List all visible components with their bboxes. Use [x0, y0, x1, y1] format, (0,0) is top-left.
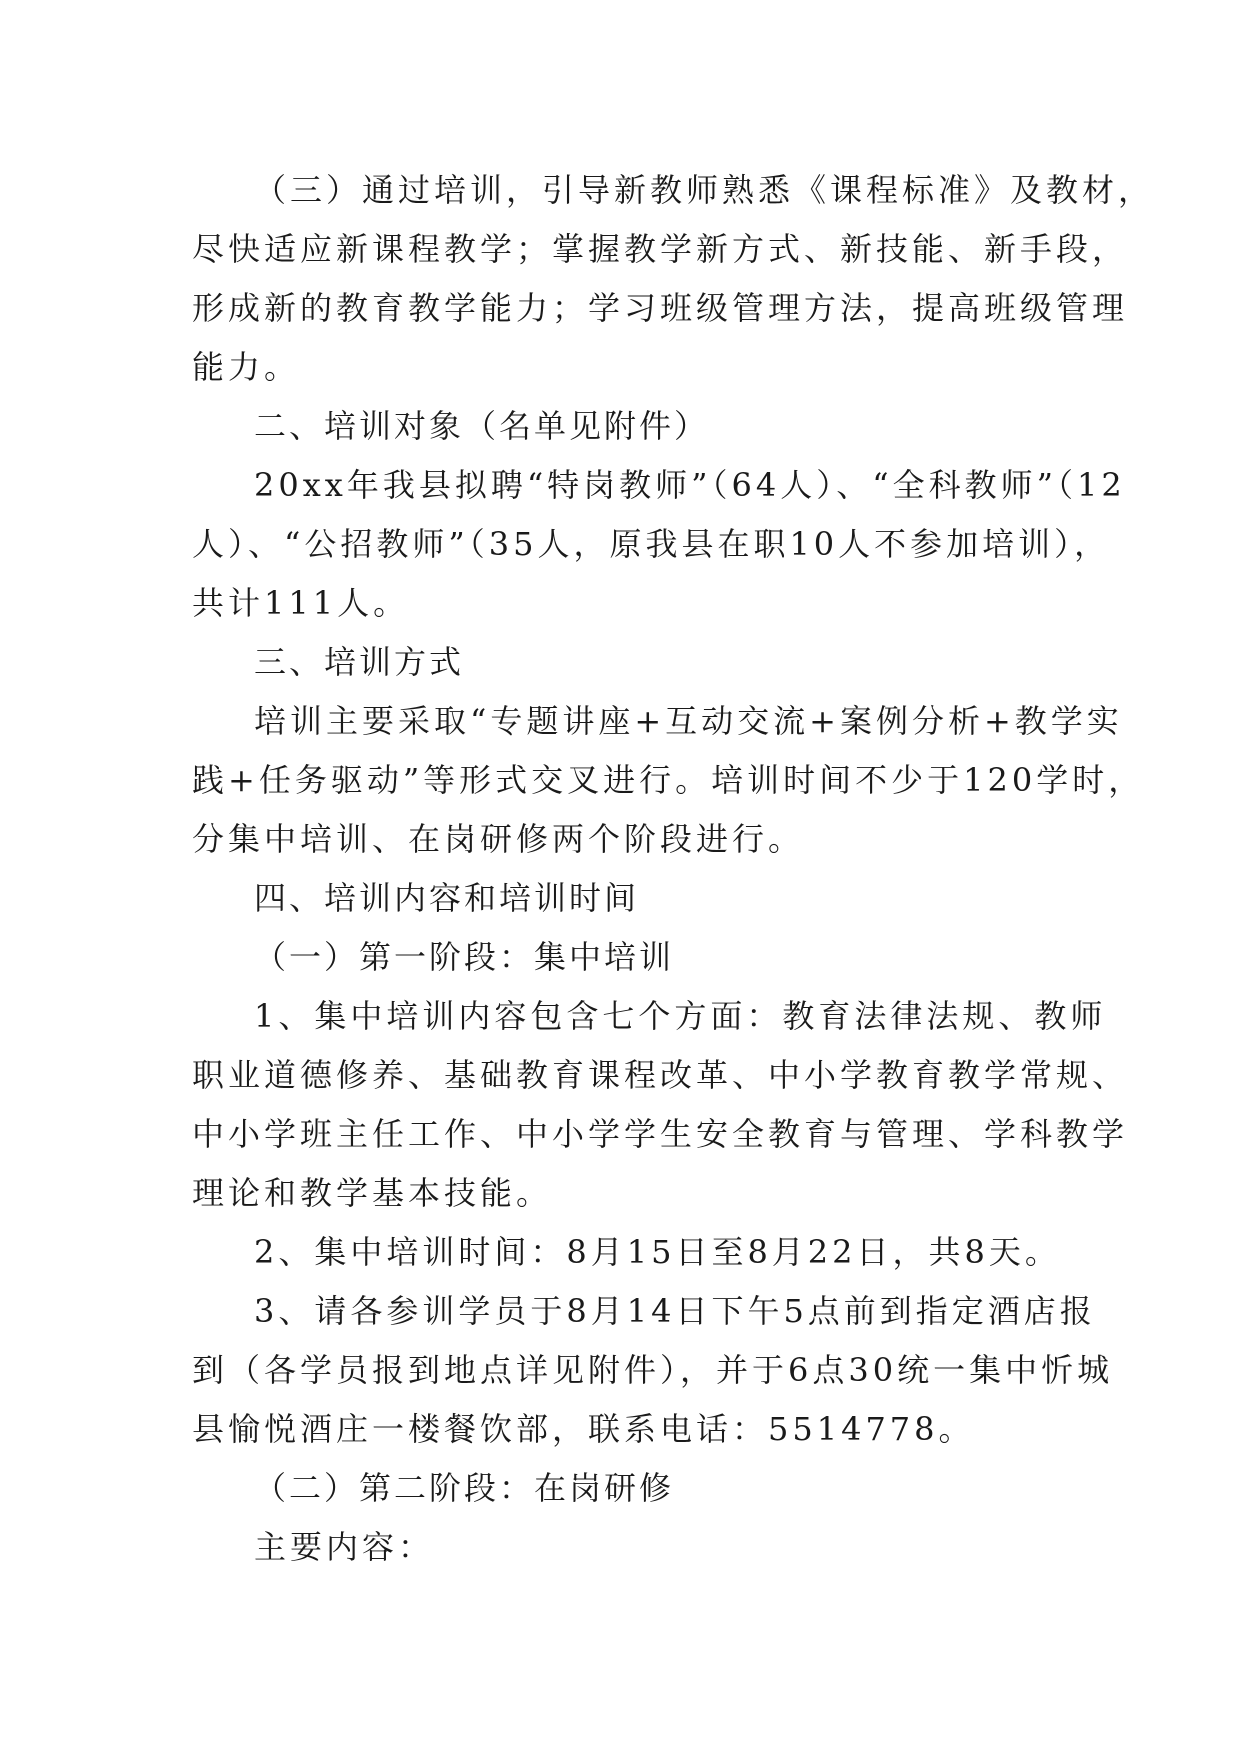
- paragraph-line: 1、集中培训内容包含七个方面：教育法律法规、教师: [254, 997, 1107, 1035]
- section-heading: 四、培训内容和培训时间: [254, 879, 640, 917]
- paragraph-line: 能力。: [192, 348, 301, 386]
- paragraph-line: 人）、“公招教师”（35人，原我县在职10人不参加培训），: [192, 525, 1111, 563]
- paragraph-line: 共计111人。: [192, 584, 410, 622]
- subsection-heading: （一）第一阶段：集中培训: [254, 938, 675, 976]
- paragraph-line: 中小学班主任工作、中小学学生安全教育与管理、学科教学: [192, 1115, 1129, 1153]
- section-heading: 三、培训方式: [254, 643, 465, 681]
- paragraph-line: 理论和教学基本技能。: [192, 1174, 553, 1212]
- paragraph-line: 主要内容：: [254, 1528, 435, 1566]
- section-heading: 二、培训对象（名单见附件）: [254, 407, 710, 445]
- paragraph-line: 尽快适应新课程教学；掌握教学新方式、新技能、新手段，: [192, 230, 1129, 268]
- paragraph-line: 县愉悦酒庄一楼餐饮部，联系电话：5514778。: [192, 1410, 975, 1448]
- paragraph-line: 培训主要采取“专题讲座+互动交流+案例分析+教学实: [254, 702, 1123, 740]
- paragraph-line: 2、集中培训时间：8月15日至8月22日，共8天。: [254, 1233, 1061, 1271]
- paragraph-line: 20xx年我县拟聘“特岗教师”（64人）、“全科教师”（12: [254, 466, 1126, 504]
- subsection-heading: （二）第二阶段：在岗研修: [254, 1469, 675, 1507]
- paragraph-line: 到（各学员报到地点详见附件），并于6点30统一集中忻城: [192, 1351, 1114, 1389]
- paragraph-line: 3、请各参训学员于8月14日下午5点前到指定酒店报: [254, 1292, 1096, 1330]
- paragraph-line: （三）通过培训，引导新教师熟悉《课程标准》及教材，: [254, 171, 1155, 209]
- paragraph-line: 职业道德修养、基础教育课程改革、中小学教育教学常规、: [192, 1056, 1129, 1094]
- paragraph-line: 分集中培训、在岗研修两个阶段进行。: [192, 820, 805, 858]
- paragraph-line: 形成新的教育教学能力；学习班级管理方法，提高班级管理: [192, 289, 1129, 327]
- paragraph-line: 践+任务驱动”等形式交叉进行。培训时间不少于120学时，: [192, 761, 1145, 799]
